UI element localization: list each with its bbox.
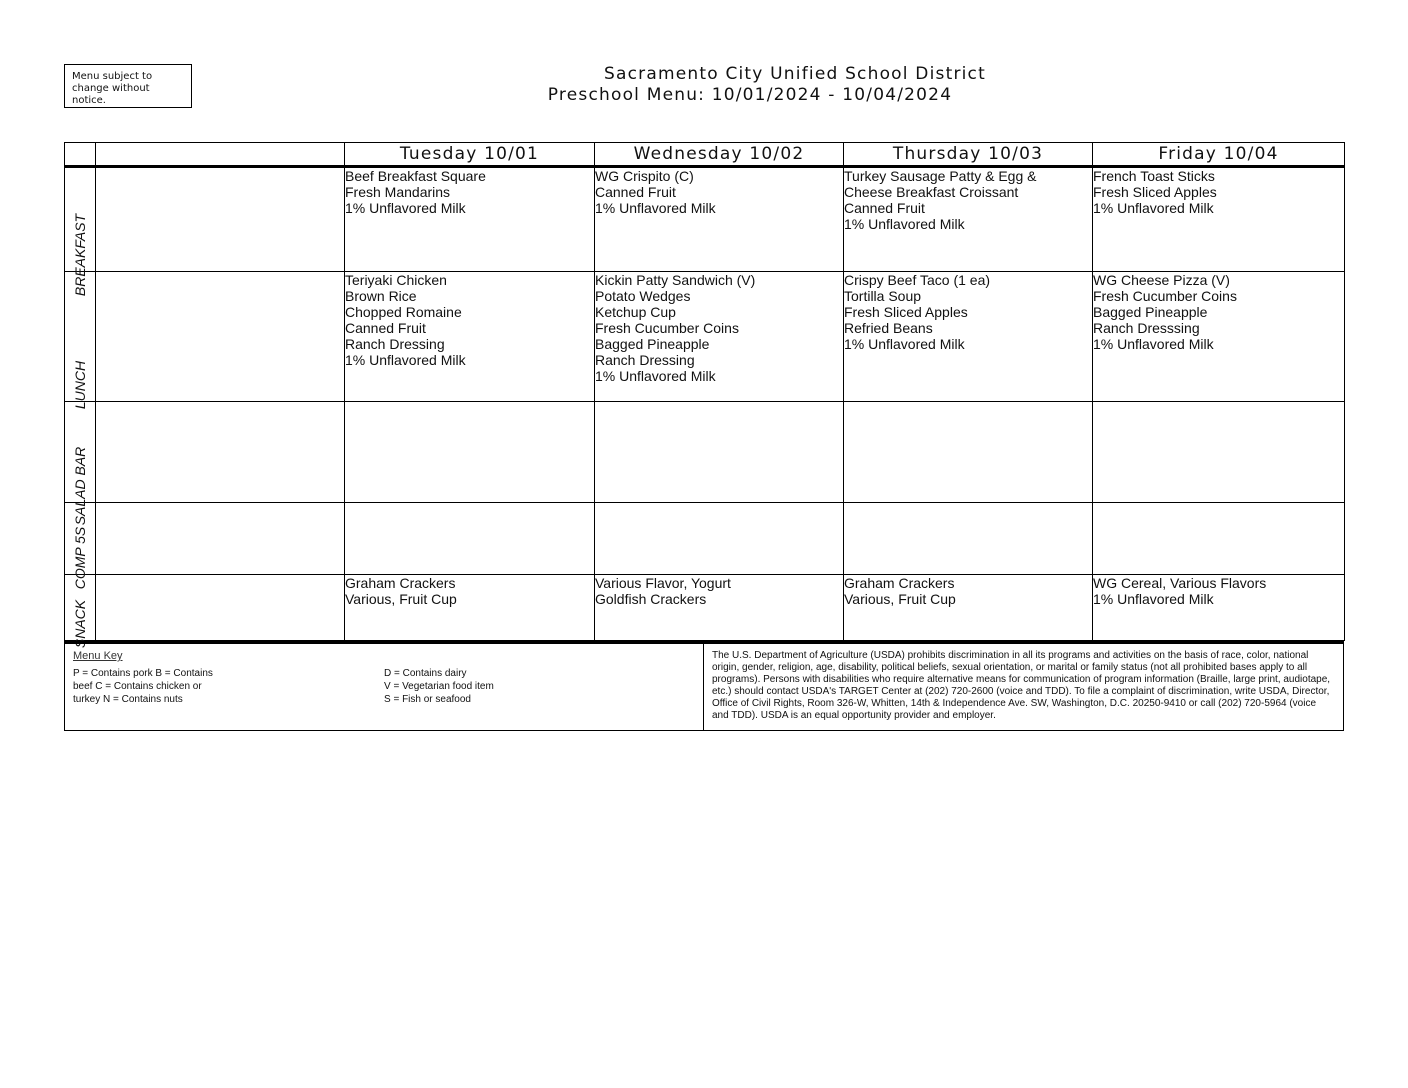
menu-item: Tortilla Soup [844, 288, 922, 304]
blank-cell [96, 272, 345, 402]
menu-item: Canned Fruit [345, 320, 426, 336]
menu-item: 1% Unflavored Milk [1093, 336, 1214, 352]
menu-cell [844, 167, 1093, 272]
menu-item: Ketchup Cup [595, 304, 676, 320]
menu-table [64, 142, 1345, 649]
menu-item: Potato Wedges [595, 288, 691, 304]
meal-row [65, 503, 1345, 575]
day-header: Wednesday 10/02 [595, 143, 844, 167]
menu-item: Bagged Pineapple [1093, 304, 1208, 320]
meal-label: LUNCH [72, 360, 88, 410]
day-header: Tuesday 10/01 [345, 143, 595, 167]
menu-item: Teriyaki Chicken [345, 272, 447, 288]
menu-item: 1% Unflavored Milk [844, 216, 965, 232]
menu-item: 1% Unflavored Milk [345, 352, 466, 368]
menu-item: Various Flavor, Yogurt [595, 575, 731, 591]
menu-item: Ranch Dressing [595, 352, 695, 368]
menu-item: Graham Crackers [345, 575, 456, 591]
meal-row [65, 272, 1345, 402]
blank-cell [96, 575, 345, 641]
menu-cell [844, 503, 1093, 575]
blank-cell [96, 402, 345, 503]
meal-label: SALAD BAR [72, 446, 88, 526]
menu-cell [345, 272, 595, 402]
menu-item: Crispy Beef Taco (1 ea) [844, 272, 991, 288]
blank-header-cell [96, 143, 345, 167]
footer [64, 641, 1344, 731]
meal-row [65, 402, 1345, 503]
menu-cell [345, 503, 595, 575]
menu-cell [595, 575, 844, 641]
menu-item: WG Cereal, Various Flavors [1093, 575, 1267, 591]
menu-cell [595, 402, 844, 503]
menu-item: Ranch Dresssing [1093, 320, 1200, 336]
menu-item: WG Cheese Pizza (V) [1093, 272, 1230, 288]
menu-cell [844, 272, 1093, 402]
notice-line: change without notice. [72, 83, 150, 106]
menu-cell [1093, 503, 1345, 575]
meal-label-cell [65, 503, 96, 590]
menu-cell [595, 272, 844, 402]
menu-item: Chopped Romaine [345, 304, 462, 320]
menu-cell [345, 167, 595, 272]
day-header: Thursday 10/03 [844, 143, 1093, 167]
meal-label-cell [65, 575, 96, 649]
key-line: D = Contains dairy [384, 668, 467, 679]
menu-item: Various, Fruit Cup [844, 591, 956, 607]
menu-key [65, 644, 704, 730]
page-title [400, 64, 1100, 106]
meal-label-cell [65, 167, 96, 297]
blank-cell [96, 503, 345, 575]
meal-label: BREAKFAST [72, 213, 88, 297]
corner-cell [65, 143, 96, 167]
menu-item: French Toast Sticks [1093, 168, 1215, 184]
key-line: P = Contains pork B = Contains [73, 668, 213, 679]
menu-item: Fresh Cucumber Coins [1093, 288, 1237, 304]
menu-item: WG Crispito (C) [595, 168, 694, 184]
menu-item: Ranch Dressing [345, 336, 445, 352]
key-line: S = Fish or seafood [384, 694, 471, 705]
menu-item: Various, Fruit Cup [345, 591, 457, 607]
menu-cell [844, 402, 1093, 503]
menu-cell [1093, 575, 1345, 641]
menu-item: Bagged Pineapple [595, 336, 710, 352]
menu-cell [595, 503, 844, 575]
menu-item: Turkey Sausage Patty & Egg & [844, 168, 1037, 184]
key-line: turkey N = Contains nuts [73, 694, 183, 705]
menu-item: Fresh Cucumber Coins [595, 320, 739, 336]
meal-row [65, 575, 1345, 641]
menu-item: Fresh Sliced Apples [844, 304, 968, 320]
meal-row [65, 167, 1345, 272]
key-line: V = Vegetarian food item [384, 681, 494, 692]
menu-cell [345, 575, 595, 641]
menu-key-title: Menu Key [73, 650, 123, 662]
menu-item: Graham Crackers [844, 575, 955, 591]
menu-item: Brown Rice [345, 288, 417, 304]
menu-cell [595, 167, 844, 272]
menu-item: Kickin Patty Sandwich (V) [595, 272, 756, 288]
menu-key-right [384, 667, 494, 706]
menu-item: Fresh Sliced Apples [1093, 184, 1217, 200]
menu-item: Canned Fruit [844, 200, 925, 216]
menu-item: Cheese Breakfast Croissant [844, 184, 1019, 200]
menu-item: 1% Unflavored Milk [1093, 200, 1214, 216]
menu-item: 1% Unflavored Milk [1093, 591, 1214, 607]
menu-item: 1% Unflavored Milk [595, 368, 716, 384]
usda-statement: The U.S. Department of Agriculture (USDA) prohibits discrimination in all its programs and activities on the basis of race, color, national origin, gender, religion, age, disability, political beliefs, sexual orientation, or marital or family status (not all prohibited bases apply to all programs). Persons with disabilities who require alternative means for communication of program information (Braille, large print, audiotape, etc.) should contact USDA's TARGET Center at (202) 720-2600 (voice and TDD). To file a complaint of discrimination, write USDA, Director, Office of Civil Rights, Room 326-W, Whitten, 14th & Independence Ave. SW, Washington, D.C. 20250-9410 or call (202) 720-5964 (voice and TDD). USDA is an equal opportunity provider and employer. [712, 650, 1331, 721]
blank-cell [96, 167, 345, 272]
menu-item: Beef Breakfast Square [345, 168, 486, 184]
meal-label-cell [65, 272, 96, 410]
menu-date-title: Preschool Menu: 10/01/2024 - 10/04/2024 [547, 85, 953, 105]
menu-item: Refried Beans [844, 320, 933, 336]
menu-item: Canned Fruit [595, 184, 676, 200]
menu-cell [345, 402, 595, 503]
day-header: Friday 10/04 [1093, 143, 1345, 167]
menu-notice-box [64, 64, 192, 108]
menu-item: 1% Unflavored Milk [844, 336, 965, 352]
menu-item: Fresh Mandarins [345, 184, 451, 200]
meal-label-cell [65, 402, 96, 526]
menu-key-left [73, 667, 213, 706]
menu-cell [844, 575, 1093, 641]
meal-label: SNACK [72, 599, 88, 649]
district-title: Sacramento City Unified School District [604, 64, 986, 84]
menu-cell [1093, 167, 1345, 272]
menu-item: Goldfish Crackers [595, 591, 707, 607]
meal-label: COMP 5S [72, 526, 88, 590]
menu-cell [1093, 272, 1345, 402]
menu-cell [1093, 402, 1345, 503]
header-row [65, 143, 1345, 167]
key-line: beef C = Contains chicken or [73, 681, 202, 692]
menu-item: 1% Unflavored Milk [595, 200, 716, 216]
notice-line: Menu subject to [72, 71, 153, 82]
menu-item: 1% Unflavored Milk [345, 200, 466, 216]
